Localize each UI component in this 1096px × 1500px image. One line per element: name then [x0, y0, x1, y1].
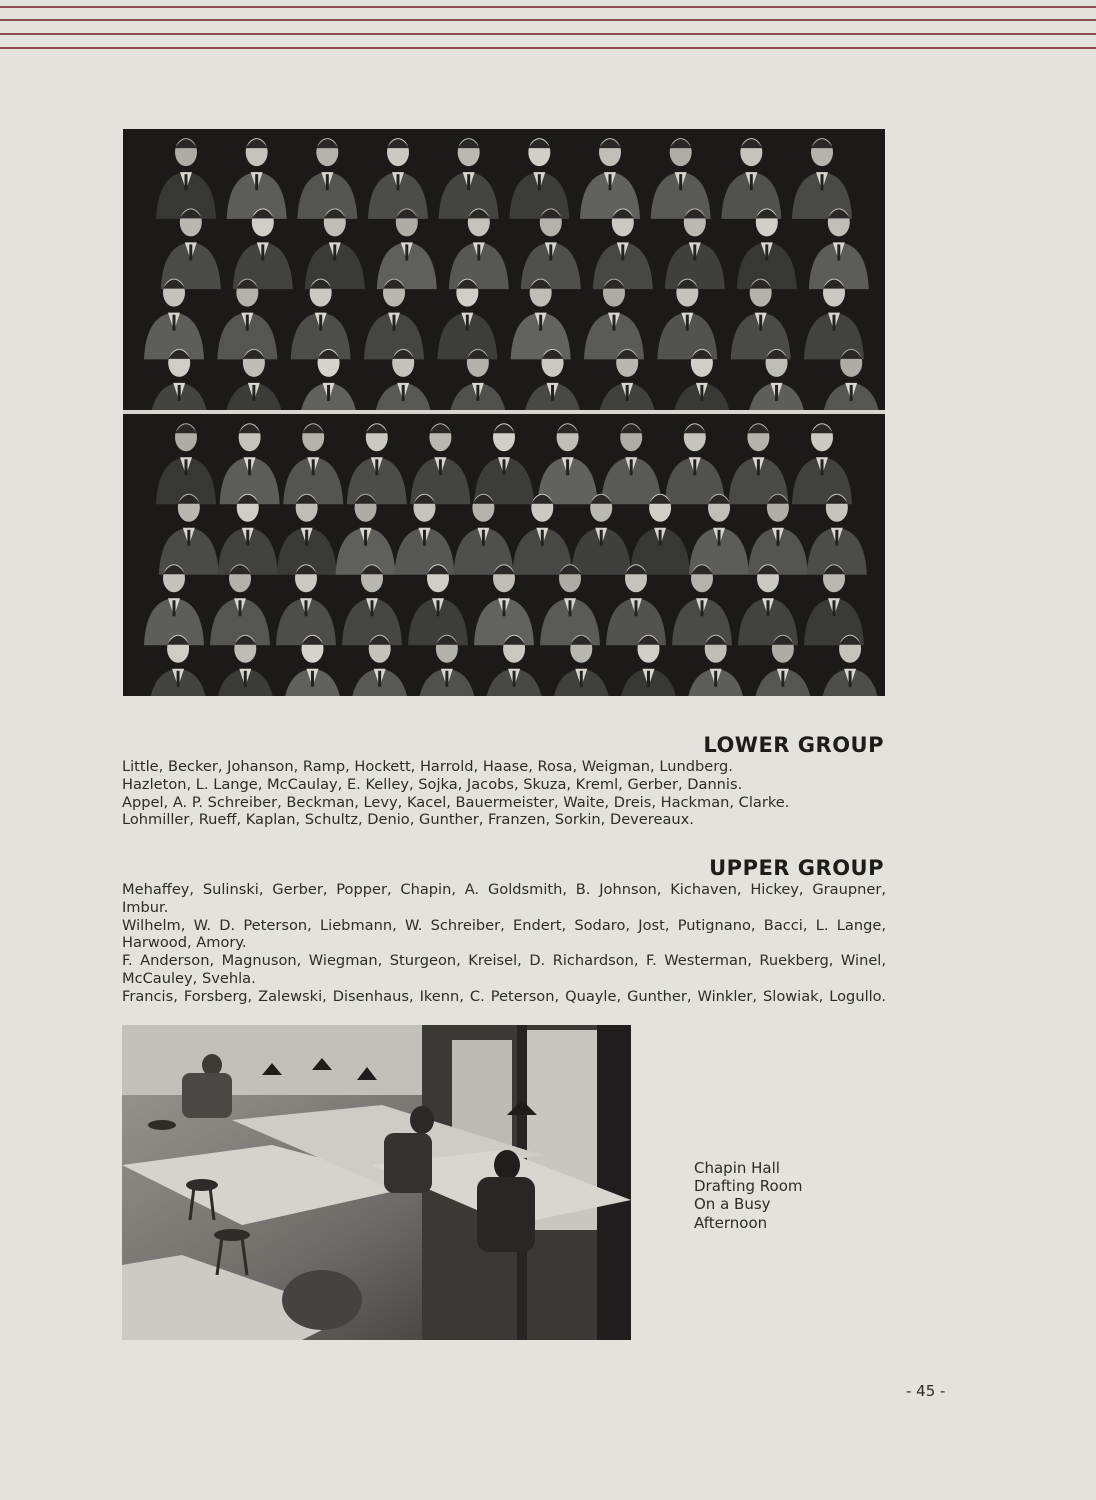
group-photo-upper — [123, 129, 885, 410]
drafting-room-photo — [122, 1025, 631, 1340]
header-rule — [0, 6, 1096, 8]
lower-group-heading: LOWER GROUP — [703, 733, 884, 757]
lower-group-names — [122, 758, 886, 829]
caption-line: Drafting Room — [694, 1177, 803, 1196]
name-row: Hazleton, L. Lange, McCaulay, E. Kelley, Sojka, Jacobs, Skuza, Kreml, Gerber, Dannis. — [122, 775, 743, 793]
upper-group-names — [122, 881, 886, 1006]
header-rule — [0, 33, 1096, 35]
page-number: - 45 - — [906, 1382, 946, 1400]
group-photo-lower — [123, 414, 885, 696]
upper-group-heading: UPPER GROUP — [709, 856, 884, 880]
caption-line: Afternoon — [694, 1213, 768, 1232]
name-row: Lohmiller, Rueff, Kaplan, Schultz, Denio, Gunther, Franzen, Sorkin, Devereaux. — [122, 811, 694, 829]
caption-line: Chapin Hall — [694, 1159, 780, 1177]
header-rule — [0, 19, 1096, 21]
photo-caption — [694, 1159, 803, 1232]
name-row: Wilhelm, W. D. Peterson, Liebmann, W. Schreiber, Endert, Sodaro, Jost, Putignano, Bacci, L. Lange, Harwood, Amory. — [122, 916, 886, 952]
name-row: Little, Becker, Johanson, Ramp, Hockett, Harrold, Haase, Rosa, Weigman, Lundberg. — [122, 758, 733, 775]
name-row: Mehaffey, Sulinski, Gerber, Popper, Chapin, A. Goldsmith, B. Johnson, Kichaven, Hickey, Graupner, Imbur. — [122, 881, 886, 916]
header-rule — [0, 47, 1096, 49]
header-rules — [0, 0, 1096, 60]
name-row: F. Anderson, Magnuson, Wiegman, Sturgeon, Kreisel, D. Richardson, F. Westerman, Ruekberg, Winel, McCauley, Svehla. — [122, 952, 886, 987]
caption-line: On a Busy — [694, 1195, 771, 1214]
name-row: Francis, Forsberg, Zalewski, Disenhaus, Ikenn, C. Peterson, Quayle, Gunther, Winkler, Slowiak, Logullo. — [122, 987, 886, 1005]
name-row: Appel, A. P. Schreiber, Beckman, Levy, Kacel, Bauermeister, Waite, Dreis, Hackman, Clarke. — [122, 793, 790, 811]
